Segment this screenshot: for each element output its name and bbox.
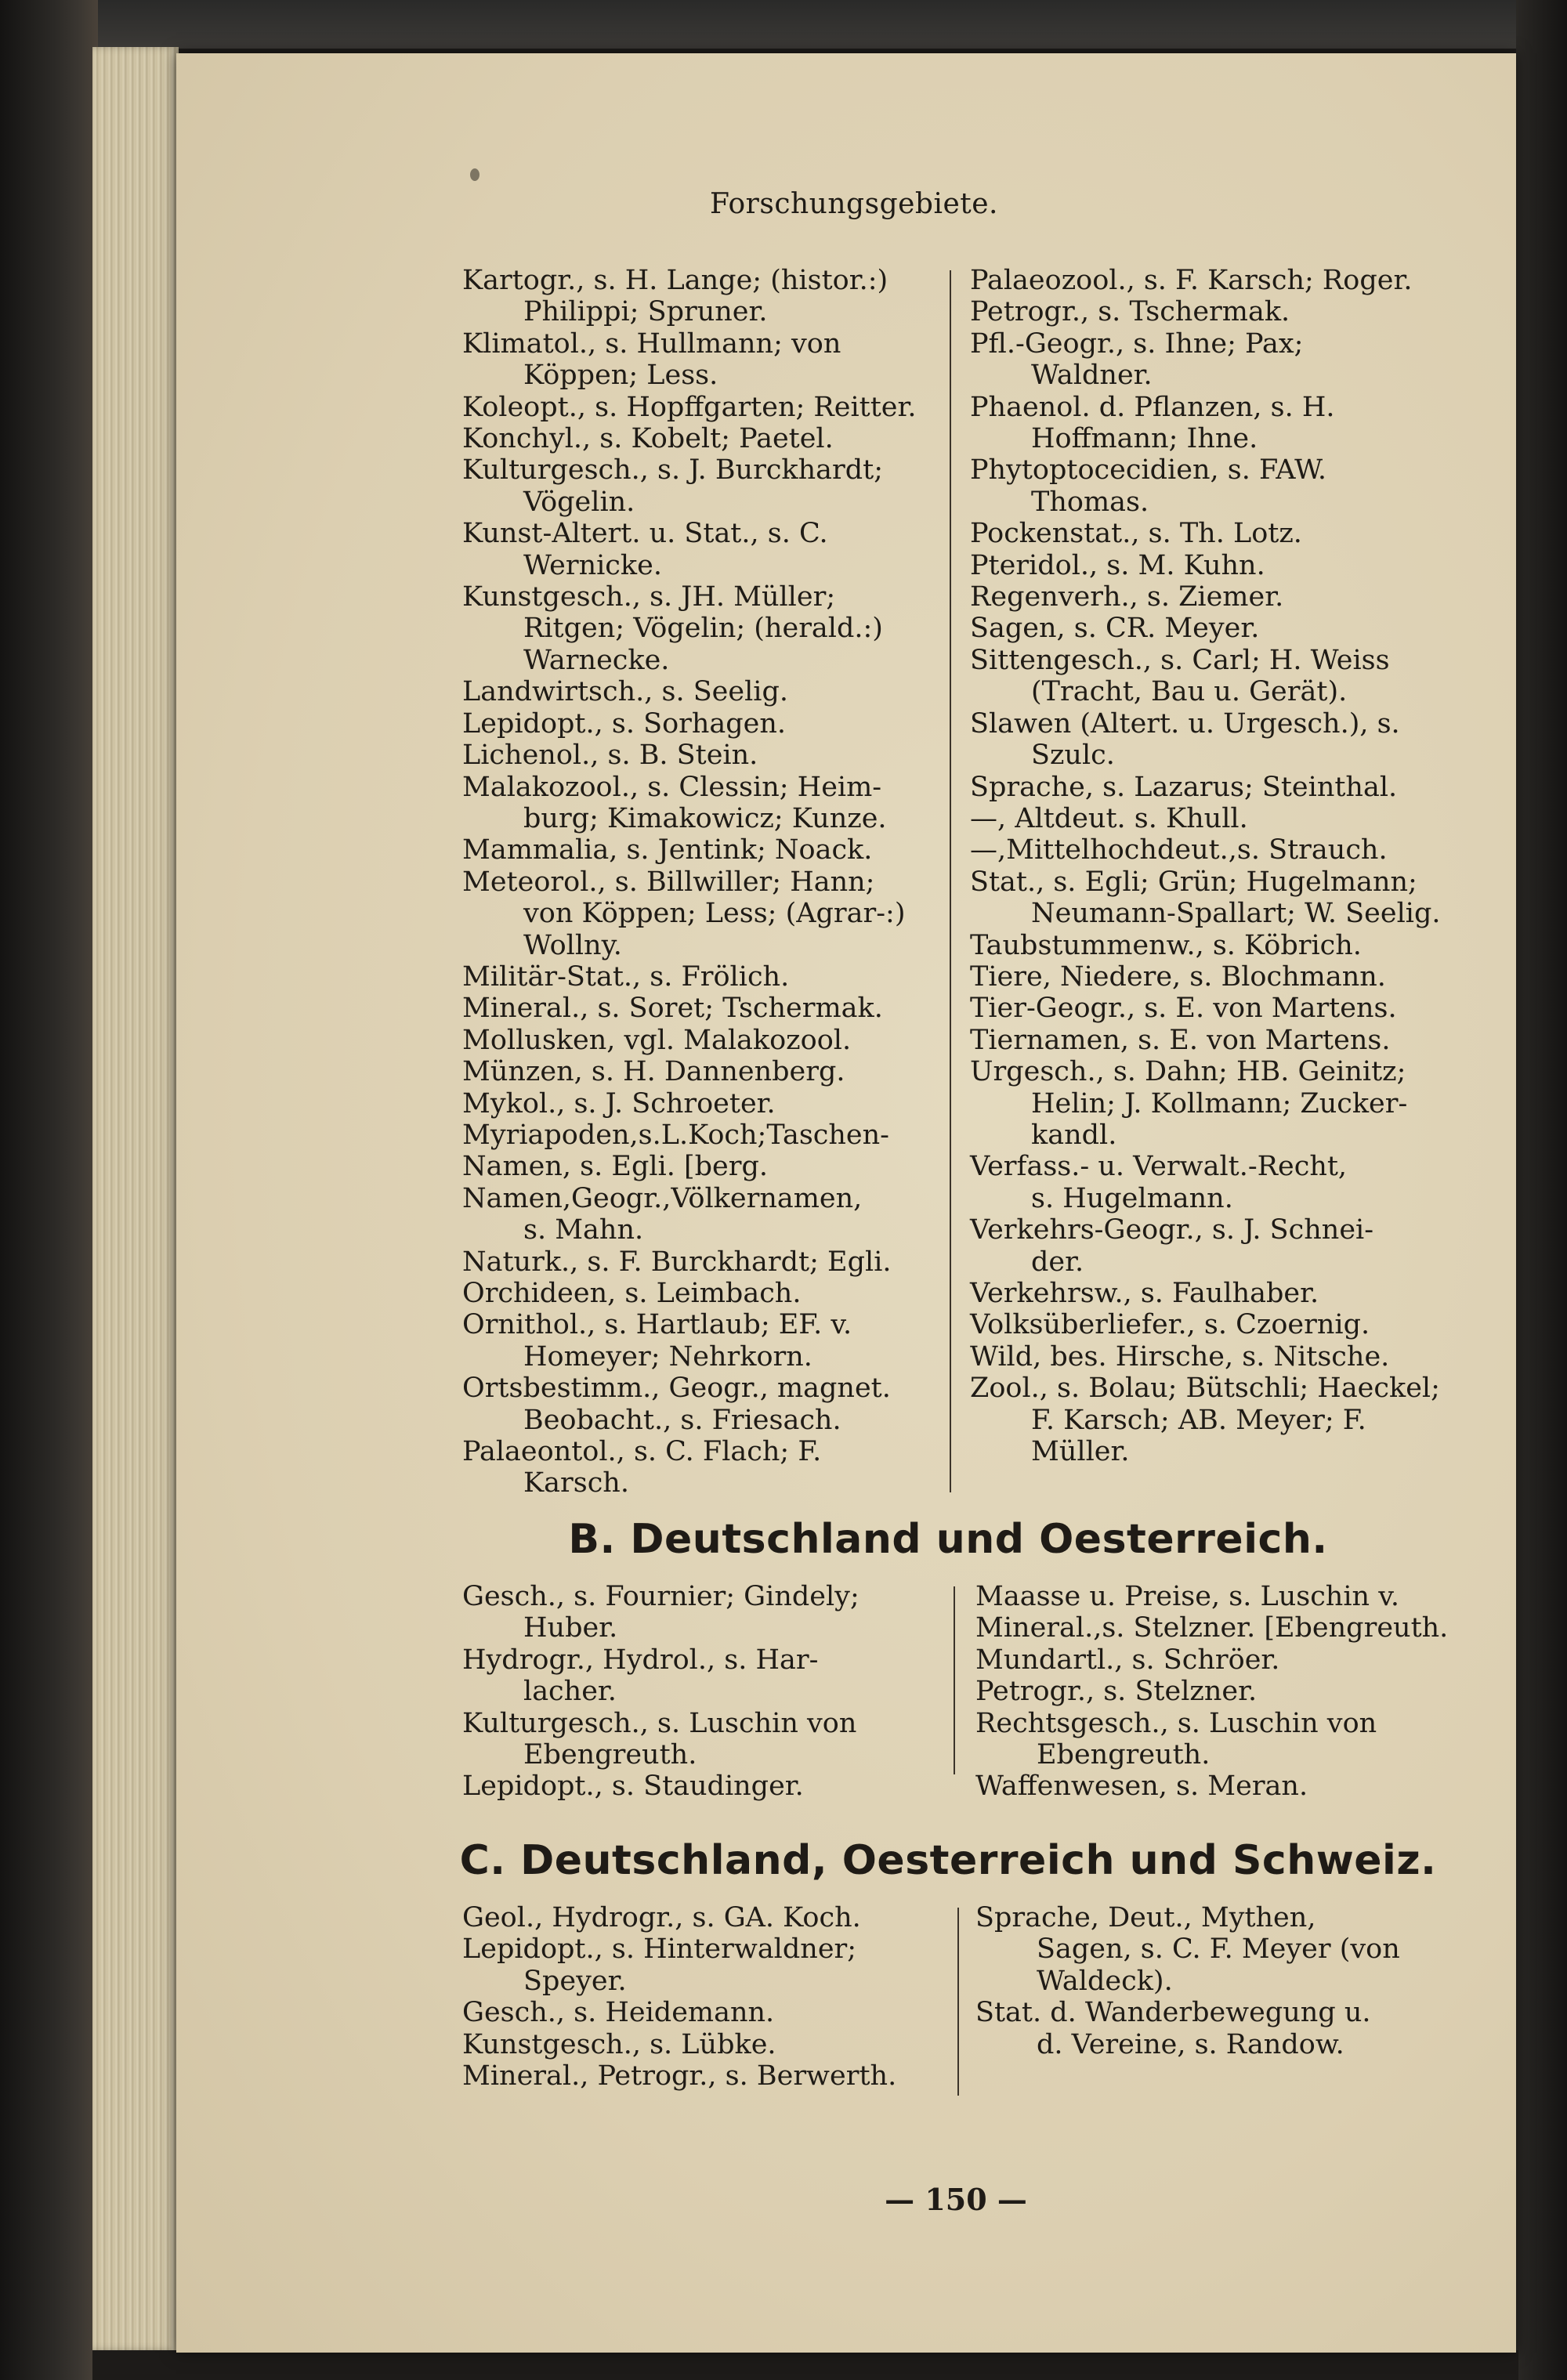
section-b-column-divider (954, 1586, 955, 1774)
entry-line: Militär-Stat., s. Frölich. (462, 960, 790, 993)
index-entry (970, 1278, 1448, 1309)
index-entry (970, 550, 1448, 581)
index-entry (462, 961, 932, 993)
page-number: — 150 — (885, 2182, 1027, 2217)
entry-continuation-line: Huber. (523, 1612, 618, 1644)
index-entry (462, 740, 932, 771)
entry-continuation-line: F. Karsch; AB. Meyer; F. (1031, 1404, 1366, 1436)
entry-line: Mammalia, s. Jentink; Noack. (462, 834, 873, 866)
index-entry (462, 1088, 932, 1119)
entry-continuation-line: lacher. (523, 1676, 617, 1708)
index-entry (970, 961, 1448, 993)
entry-line: Zool., s. Bolau; Bütschli; Haeckel; (970, 1373, 1440, 1405)
entry-continuation-line: Philippi; Spruner. (523, 296, 768, 328)
index-entry (462, 1708, 932, 1771)
index-entry (970, 1151, 1448, 1214)
entry-line: Sprache, Deut., Mythen, (975, 1902, 1316, 1933)
entry-continuation-line: Waldeck). (1037, 1965, 1173, 1997)
entry-line: Tiere, Niedere, s. Blochmann. (970, 960, 1386, 993)
entry-continuation-line: Ebengreuth. (1037, 1739, 1211, 1771)
entry-line: Kunst-Altert. u. Stat., s. C. (462, 518, 828, 550)
index-entry (970, 708, 1448, 772)
entry-continuation-line: Müller. (1031, 1436, 1130, 1468)
entry-line: Stat., s. Egli; Grün; Hugelmann; (970, 866, 1417, 898)
index-entry (975, 1708, 1453, 1771)
entry-line: Gesch., s. Fournier; Gindely; (462, 1581, 859, 1612)
entry-line: Sagen, s. CR. Meyer. (970, 613, 1260, 645)
entry-continuation-line: Ritgen; Vögelin; (herald.:) (523, 613, 883, 645)
index-entry (462, 993, 932, 1024)
entry-continuation-line: Wernicke. (523, 549, 662, 581)
index-entry (970, 645, 1448, 708)
entry-line: Geol., Hydrogr., s. GA. Koch. (462, 1902, 861, 1933)
entry-line: Pteridol., s. M. Kuhn. (970, 549, 1265, 581)
index-entry (462, 1183, 932, 1246)
entry-line: Urgesch., s. Dahn; HB. Geinitz; (970, 1056, 1406, 1088)
entry-line: Landwirtsch., s. Seelig. (462, 676, 789, 708)
index-entry (975, 1612, 1453, 1644)
entry-continuation-line: Vögelin. (523, 486, 635, 518)
entry-line: Myriapoden,s.L.Koch;Taschen- (462, 1119, 890, 1151)
entry-continuation-line: burg; Kimakowicz; Kunze. (523, 802, 887, 834)
index-entry (462, 2060, 932, 2092)
entry-line: Mundartl., s. Schröer. (975, 1644, 1280, 1676)
index-entry (975, 1902, 1453, 1997)
index-entry (970, 1309, 1448, 1340)
index-entry (970, 265, 1448, 296)
entry-line: Lepidopt., s. Staudinger. (462, 1771, 804, 1803)
index-entry (462, 2029, 932, 2060)
index-entry (975, 1676, 1453, 1707)
index-entry (462, 1025, 932, 1056)
entry-line: Namen, s. Egli. [berg. (462, 1151, 769, 1183)
entry-line: Volksüberliefer., s. Czoernig. (970, 1309, 1370, 1341)
index-entry (462, 1644, 932, 1708)
entry-line: Mollusken, vgl. Malakozool. (462, 1024, 852, 1056)
index-entry (970, 993, 1448, 1024)
entry-line: Pfl.-Geogr., s. Ihne; Pax; (970, 327, 1304, 360)
entry-continuation-line: Thomas. (1031, 486, 1149, 518)
entry-continuation-line: Speyer. (523, 1965, 627, 1997)
entry-line: Palaeozool., s. F. Karsch; Roger. (970, 265, 1413, 296)
entry-line: Kartogr., s. H. Lange; (histor.:) (462, 265, 888, 296)
paper-speck (470, 168, 480, 181)
entry-continuation-line: d. Vereine, s. Randow. (1037, 2028, 1344, 2060)
index-entry (462, 1056, 932, 1087)
entry-line: Regenverh., s. Ziemer. (970, 581, 1284, 613)
index-entry (462, 1151, 932, 1182)
entry-line: Mykol., s. J. Schroeter. (462, 1087, 776, 1119)
entry-line: Taubstummenw., s. Köbrich. (970, 929, 1362, 961)
entry-line: Konchyl., s. Kobelt; Paetel. (462, 423, 834, 455)
index-entry (462, 1119, 932, 1151)
entry-line: Kunstgesch., s. Lübke. (462, 2028, 776, 2060)
entry-continuation-line: Homeyer; Nehrkorn. (523, 1340, 812, 1373)
index-entry (970, 581, 1448, 613)
entry-continuation-line: Wollny. (523, 929, 622, 961)
binding-bottom-edge (92, 2350, 1518, 2380)
page-header: Forschungsgebiete. (709, 188, 999, 220)
book-spine (0, 0, 98, 2380)
entry-line: Palaeontol., s. C. Flach; F. (462, 1436, 822, 1468)
entry-line: Verfass.- u. Verwalt.-Recht, (970, 1151, 1348, 1183)
index-entry (462, 1771, 932, 1802)
section-c-column-divider (957, 1908, 959, 2096)
section-b-left-column (462, 1581, 932, 1803)
entry-line: Münzen, s. H. Dannenberg. (462, 1056, 845, 1088)
index-entry (462, 265, 932, 328)
entry-line: Stat. d. Wanderbewegung u. (975, 1997, 1371, 2029)
section-a-left-column (462, 265, 932, 1499)
entry-line: Namen,Geogr.,Völkernamen, (462, 1182, 863, 1214)
index-entry (462, 708, 932, 740)
entry-line: Koleopt., s. Hopffgarten; Reitter. (462, 391, 917, 423)
index-entry (970, 772, 1448, 803)
entry-line: Kunstgesch., s. JH. Müller; (462, 581, 836, 613)
section-b-title: B. Deutschland und Oesterreich. (568, 1516, 1328, 1563)
entry-continuation-line: von Köppen; Less; (Agrar-:) (523, 898, 906, 930)
entry-continuation-line: Helin; J. Kollmann; Zucker- (1031, 1087, 1408, 1119)
entry-continuation-line: Ebengreuth. (523, 1739, 697, 1771)
index-entry (970, 866, 1448, 930)
entry-line: Phytoptocecidien, s. FAW. (970, 454, 1327, 486)
section-c-left-column (462, 1902, 932, 2092)
entry-line: —, Altdeut. s. Khull. (970, 802, 1248, 834)
entry-continuation-line: Szulc. (1031, 740, 1115, 772)
entry-line: Ornithol., s. Hartlaub; EF. v. (462, 1309, 852, 1341)
entry-line: Sittengesch., s. Carl; H. Weiss (970, 644, 1390, 676)
entry-line: Lepidopt., s. Hinterwaldner; (462, 1933, 857, 1966)
entry-continuation-line: Karsch. (523, 1467, 629, 1499)
entry-line: Lepidopt., s. Sorhagen. (462, 707, 787, 740)
entry-line: Waffenwesen, s. Meran. (975, 1771, 1308, 1803)
binding-top-edge (92, 0, 1518, 49)
index-entry (970, 803, 1448, 834)
entry-line: Mineral., s. Soret; Tschermak. (462, 993, 883, 1025)
index-entry (970, 392, 1448, 455)
section-c-right-column (975, 1902, 1453, 2060)
index-entry (970, 1341, 1448, 1373)
entry-continuation-line: Köppen; Less. (523, 360, 718, 392)
index-entry (462, 454, 932, 518)
entry-line: Tiernamen, s. E. von Martens. (970, 1024, 1391, 1056)
entry-continuation-line: Sagen, s. C. F. Meyer (von (1037, 1933, 1400, 1966)
index-entry (462, 1309, 932, 1373)
entry-line: Malakozool., s. Clessin; Heim- (462, 771, 882, 803)
index-entry (970, 834, 1448, 866)
index-entry (970, 1373, 1448, 1467)
page-stack-edge (92, 47, 179, 2350)
entry-continuation-line: Waldner. (1031, 360, 1153, 392)
index-entry (462, 1246, 932, 1278)
entry-line: Ortsbestimm., Geogr., magnet. (462, 1373, 891, 1405)
entry-line: Rechtsgesch., s. Luschin von (975, 1707, 1377, 1739)
entry-line: Petrogr., s. Stelzner. (975, 1676, 1258, 1708)
index-entry (970, 1025, 1448, 1056)
index-entry (462, 1436, 932, 1499)
entry-line: Gesch., s. Heidemann. (462, 1997, 775, 2029)
binding-right-edge (1516, 0, 1567, 2380)
section-b-right-column (975, 1581, 1453, 1803)
entry-line: Verkehrsw., s. Faulhaber. (970, 1278, 1319, 1309)
section-a-right-column (970, 265, 1448, 1467)
entry-line: Pockenstat., s. Th. Lotz. (970, 518, 1302, 550)
index-entry (462, 676, 932, 707)
index-entry (970, 328, 1448, 392)
entry-continuation-line: kandl. (1031, 1119, 1117, 1151)
index-entry (462, 1933, 932, 1997)
entry-continuation-line: Warnecke. (523, 644, 670, 676)
index-entry (462, 581, 932, 676)
index-entry (462, 423, 932, 454)
entry-continuation-line: (Tracht, Bau u. Gerät). (1031, 676, 1348, 708)
entry-line: Hydrogr., Hydrol., s. Har- (462, 1644, 819, 1676)
entry-line: Naturk., s. F. Burckhardt; Egli. (462, 1246, 892, 1278)
index-entry (975, 1771, 1453, 1802)
index-entry (462, 1997, 932, 2028)
index-entry (462, 392, 932, 423)
index-entry (975, 1997, 1453, 2060)
entry-line: Maasse u. Preise, s. Luschin v. (975, 1581, 1399, 1612)
index-entry (462, 1278, 932, 1309)
entry-line: Sprache, s. Lazarus; Steinthal. (970, 771, 1398, 803)
index-entry (462, 1902, 932, 1933)
entry-line: Phaenol. d. Pflanzen, s. H. (970, 391, 1335, 423)
index-entry (970, 518, 1448, 549)
index-entry (462, 866, 932, 961)
entry-continuation-line: Hoffmann; Ihne. (1031, 423, 1258, 455)
entry-line: Meteorol., s. Billwiller; Hann; (462, 866, 875, 898)
entry-continuation-line: Beobacht., s. Friesach. (523, 1404, 841, 1436)
entry-line: Mineral., Petrogr., s. Berwerth. (462, 2060, 897, 2092)
entry-continuation-line: s. Hugelmann. (1031, 1182, 1233, 1214)
index-entry (970, 1214, 1448, 1278)
index-entry (970, 454, 1448, 518)
entry-continuation-line: s. Mahn. (523, 1214, 644, 1246)
entry-line: Lichenol., s. B. Stein. (462, 740, 758, 772)
entry-continuation-line: der. (1031, 1246, 1084, 1278)
index-entry (970, 930, 1448, 961)
section-a-column-divider (950, 270, 951, 1492)
index-entry (462, 772, 932, 835)
entry-line: Petrogr., s. Tschermak. (970, 296, 1290, 328)
index-entry (975, 1644, 1453, 1676)
index-entry (970, 1056, 1448, 1151)
index-entry (975, 1581, 1453, 1612)
index-entry (970, 296, 1448, 327)
entry-line: Kulturgesch., s. J. Burckhardt; (462, 454, 884, 486)
index-entry (462, 518, 932, 581)
index-entry (462, 834, 932, 866)
entry-continuation-line: Neumann-Spallart; W. Seelig. (1031, 898, 1441, 930)
entry-line: —,Mittelhochdeut.,s. Strauch. (970, 834, 1388, 866)
entry-line: Slawen (Altert. u. Urgesch.), s. (970, 707, 1400, 740)
entry-line: Tier-Geogr., s. E. von Martens. (970, 993, 1397, 1025)
index-entry (462, 328, 932, 392)
entry-line: Orchideen, s. Leimbach. (462, 1278, 802, 1309)
entry-line: Verkehrs-Geogr., s. J. Schnei- (970, 1214, 1374, 1246)
entry-line: Wild, bes. Hirsche, s. Nitsche. (970, 1340, 1390, 1373)
entry-line: Mineral.,s. Stelzner. [Ebengreuth. (975, 1612, 1449, 1644)
entry-line: Kulturgesch., s. Luschin von (462, 1707, 857, 1739)
index-entry (462, 1373, 932, 1436)
index-entry (970, 613, 1448, 644)
index-entry (462, 1581, 932, 1644)
entry-line: Klimatol., s. Hullmann; von (462, 327, 841, 360)
section-c-title: C. Deutschland, Oesterreich und Schweiz. (459, 1837, 1437, 1884)
